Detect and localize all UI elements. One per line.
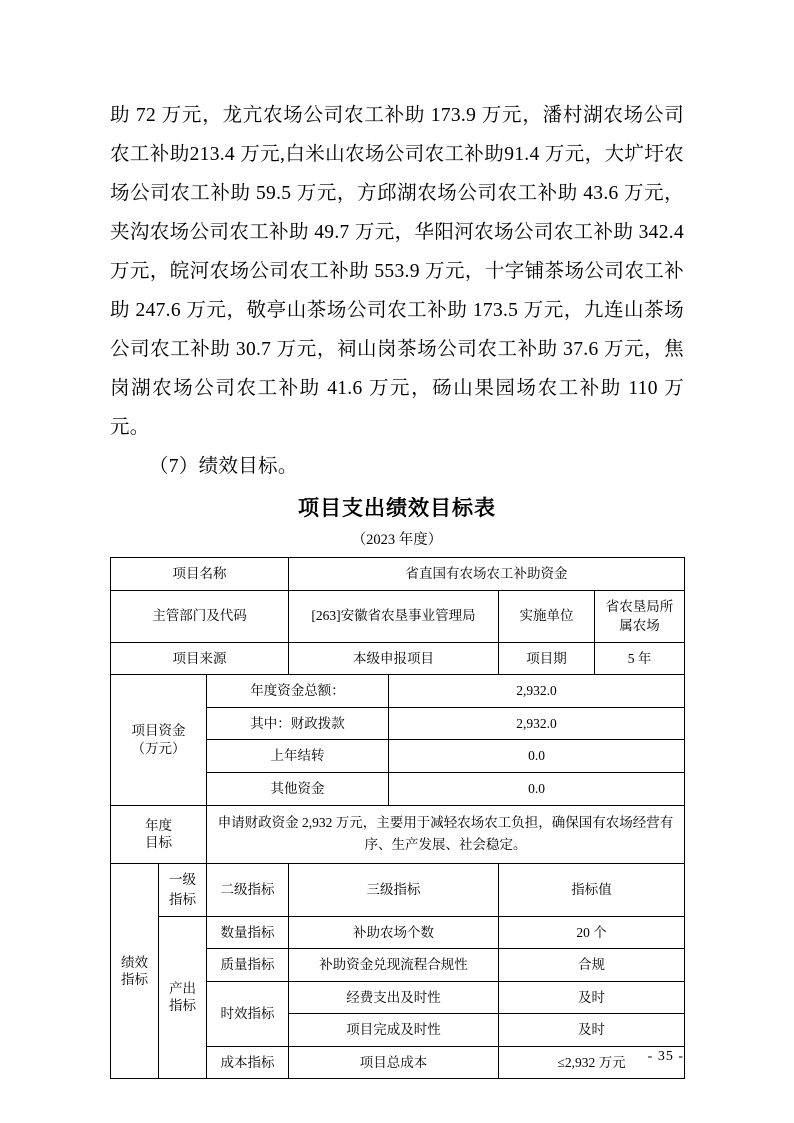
cell-level1-header: 一级指标	[159, 864, 207, 916]
table-row-indicator	[111, 916, 685, 949]
table-row-department	[111, 590, 685, 642]
cell-fund-item-value: 0.0	[389, 772, 685, 805]
page-number: - 35 -	[647, 1049, 684, 1064]
annual-goal-label-line2: 目标	[145, 835, 172, 851]
table-row-source	[111, 642, 685, 675]
cell-indicator-value: 20 个	[499, 916, 685, 949]
cell-project-name-label: 项目名称	[111, 558, 289, 591]
table-subtitle: （2023 年度）	[351, 532, 443, 548]
cell-level3-indicator: 补助农场个数	[289, 916, 499, 949]
cell-indicator-value: 及时	[499, 981, 685, 1014]
cell-period-value: 5 年	[595, 642, 685, 675]
cell-level3-indicator: 经费支出及时性	[289, 981, 499, 1014]
cell-annual-goal-label	[111, 805, 207, 864]
cell-annual-goal-text: 申请财政资金 2,932 万元，主要用于减轻农场农工负担，确保国有农场经营有序、生产发展、社会稳定。	[207, 805, 685, 864]
cell-impl-unit-label: 实施单位	[499, 590, 595, 642]
output-label-line1: 产出	[169, 980, 196, 996]
cell-level3-indicator: 补助资金兑现流程合规性	[289, 949, 499, 982]
cell-impl-unit-value: 省农垦局所属农场	[595, 590, 685, 642]
body-paragraphs	[110, 96, 684, 486]
paragraph-subsidy-list: 助 72 万元，龙亢农场公司农工补助 173.9 万元，潘村湖农场公司农工补助213.4 万元,白米山农场公司农工补助91.4 万元，大圹圩农场公司农工补助 59.5 万元，方邱湖农场公司农工补助 43.6 万元，夹沟农场公司农工补助 49.7 万元，华阳河农场公司农工补助 342.4 万元，皖河农场公司农工补助 553.9 万元，十字铺茶场公司农工补助 247.6 万元，敬亭山茶场公司农工补助 173.5 万元，九连山茶场公司农工补助 30.7 万元，祠山岗茶场公司农工补助 37.6 万元，焦岗湖农场公司农工补助 41.6 万元，砀山果园场农工补助 110 万元。	[110, 105, 684, 438]
cell-fund-item-name: 其中：财政拨款	[207, 707, 389, 740]
cell-value-header: 指标值	[499, 864, 685, 916]
cell-indicator-value: 合规	[499, 949, 685, 982]
paragraph-performance-goal: （7）绩效目标。	[149, 456, 298, 477]
cell-source-label: 项目来源	[111, 642, 289, 675]
cell-dept-label: 主管部门及代码	[111, 590, 289, 642]
table-row-annual-goal	[111, 805, 685, 864]
cell-level3-header: 三级指标	[289, 864, 499, 916]
cell-fund-item-value: 2,932.0	[389, 707, 685, 740]
annual-goal-label-line1: 年度	[145, 817, 172, 833]
cell-project-name-value: 省直国有农场农工补助资金	[289, 558, 685, 591]
cell-fund-item-value: 2,932.0	[389, 675, 685, 708]
cell-fund-item-name: 其他资金	[207, 772, 389, 805]
cell-level2-header: 二级指标	[207, 864, 289, 916]
cell-level3-indicator: 项目完成及时性	[289, 1014, 499, 1047]
funds-label-line2: （万元）	[131, 740, 186, 756]
cell-funds-label	[111, 675, 207, 805]
cell-level2-indicator: 成本指标	[207, 1046, 289, 1079]
cell-fund-item-name: 年度资金总额：	[207, 675, 389, 708]
funds-label-line1: 项目资金	[131, 723, 186, 739]
cell-level2-indicator: 质量指标	[207, 949, 289, 982]
cell-fund-item-value: 0.0	[389, 740, 685, 773]
cell-dept-value: [263]安徽省农垦事业管理局	[289, 590, 499, 642]
table-row-project-name	[111, 558, 685, 591]
cell-level3-indicator: 项目总成本	[289, 1046, 499, 1079]
table-title: 项目支出绩效目标表	[298, 496, 496, 520]
output-label-line2: 指标	[169, 998, 196, 1014]
cell-performance-label	[111, 864, 159, 1079]
perf-label-line1: 绩效	[121, 954, 148, 970]
cell-indicator-value: ≤2,932 万元	[499, 1046, 685, 1079]
cell-indicator-value: 及时	[499, 1014, 685, 1047]
perf-label-line2: 指标	[121, 972, 148, 988]
cell-level2-indicator: 时效指标	[207, 981, 289, 1046]
table-row-fund-total	[111, 675, 685, 708]
performance-goal-table	[110, 557, 685, 1079]
cell-level2-indicator: 数量指标	[207, 916, 289, 949]
cell-fund-item-name: 上年结转	[207, 740, 389, 773]
cell-source-value: 本级申报项目	[289, 642, 499, 675]
cell-period-label: 项目期	[499, 642, 595, 675]
cell-output-label	[159, 916, 207, 1079]
table-row-indicator-header	[111, 864, 685, 916]
